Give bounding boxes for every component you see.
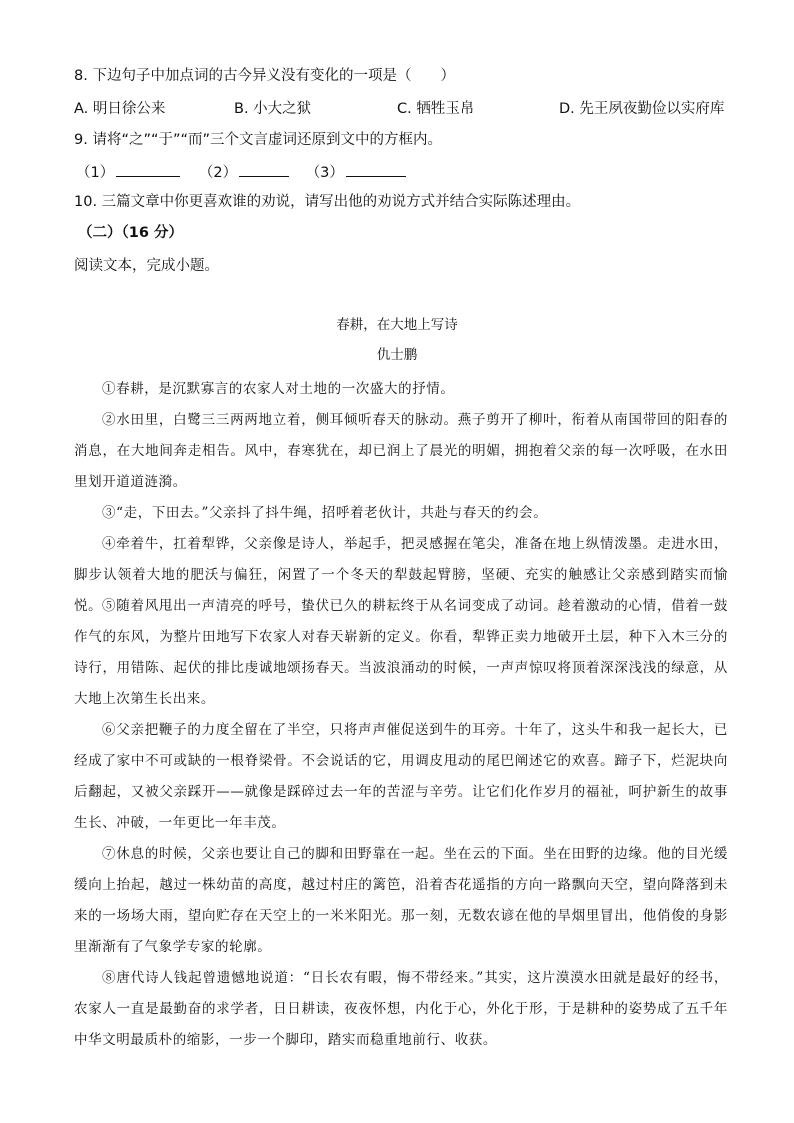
blank-label-2: （2） [198,165,238,181]
blank-label-1: （1） [76,165,115,181]
option-d: D. 先王夙夜勤俭以实府库 [559,101,725,117]
paragraph-7: ⑦休息的时候，父亲也要让自己的脚和田野靠在一起。坐在云的下面。坐在田野的边缘。他的目光缓缓向上抬起，越过一株幼苗的高度，越过村庄的篱笆，沿着杏花遥指的方向一路飘向天空，望向降落到未来的一场场大雨，望向贮存在天空上的一米米阳光。那一刻，无数农谚在他的旱烟里冒出，他俏俊的身影里渐渐有了气象学专家的轮廓。 [74,846,728,955]
paragraph-3: ③“走，下田去。”父亲抖了抖牛绳，招呼着老伙计，共赴与春天的约会。 [102,505,548,521]
question-8: 8. 下边句子中加点词的古今异义没有变化的一项是（ ） [74,68,455,84]
paragraph-1: ①春耕，是沉默寡言的农家人对土地的一次盛大的抒情。 [102,381,455,397]
section-heading: （二）（16 分） [78,225,183,241]
option-c: C. 牺牲玉帛 [397,101,475,117]
section-instruction: 阅读文本，完成小题。 [74,258,219,274]
question-10: 10. 三篇文章中你更喜欢谁的劝说，请写出他的劝说方式并结合实际陈述理由。 [74,194,581,210]
option-a: A. 明日徐公来 [74,101,166,117]
paragraph-2: ②水田里，白鹭三三两两地立着，侧耳倾听春天的脉动。燕子剪开了柳叶，衔着从南国带回的阳春的消息，在大地间奔走相告。风中，春寒犹在，却已润上了晨光的明媚，拥抱着父亲的每一次呼吸，在水田里划开道道涟漪。 [74,412,728,490]
paragraph-5: ⑤随着风甩出一声清亮的呼号，蛰伏已久的耕耘终于从名词变成了动词。趁着激动的心情，借着一鼓作气的东风，为整片田地写下农家人对春天崭新的定义。你看，犁铧正卖力地破开土层，种下入木三分的诗行，用错陈、起伏的排比虔诚地颂扬春天。当波浪涌动的时候，一声声惊叹将顶着深深浅浅的绿意，从大地上次第生长出来。 [74,598,728,707]
paragraph-4: ④牵着牛，扛着犁铧，父亲像是诗人，举起手，把灵感握在笔尖，准备在地上纵情泼墨。走进水田，脚步认领着大地的肥沃与偏狂，闲置了一个冬天的犁鼓起臂膀，坚硬、充实的触感让父亲感到踏实而愉悦。 [74,536,728,614]
article-author: 仇士鹏 [376,347,418,363]
question-8-options [74,97,734,119]
question-9: 9. 请将“之”“于”“而”三个文言虚词还原到文中的方框内。 [74,132,443,148]
answer-blank-1[interactable] [116,162,180,177]
option-b: B. 小大之狱 [234,101,312,117]
question-9-blanks [76,162,406,183]
answer-blank-2[interactable] [239,162,289,177]
article-title: 春耕，在大地上写诗 [336,317,458,333]
blank-label-3: （3） [305,165,344,181]
paragraph-6: ⑥父亲把鞭子的力度全留在了半空，只将声声催促送到牛的耳旁。十年了，这头牛和我一起长大，已经成了家中不可或缺的一根脊梁骨。不会说话的它，用调皮甩动的尾巴阐述它的欢喜。蹄子下，烂泥块向后翻起，又被父亲踩开——就像是踩碎过去一年的苦涩与辛劳。让它们化作岁月的福祉，呵护新生的故事生长、冲破，一年更比一年丰茂。 [74,722,728,831]
answer-blank-3[interactable] [346,162,406,177]
paragraph-8: ⑧唐代诗人钱起曾遗憾地说道：“日长农有暇，悔不带经来。”其实，这片漠漠水田就是最好的经书，农家人一直是最勤奋的求学者，日日耕读，夜夜怀想，内化于心，外化于形，于是耕种的姿势成了五千年中华文明最质朴的缩影，一步一个脚印，踏实而稳重地前行、收获。 [74,970,728,1048]
